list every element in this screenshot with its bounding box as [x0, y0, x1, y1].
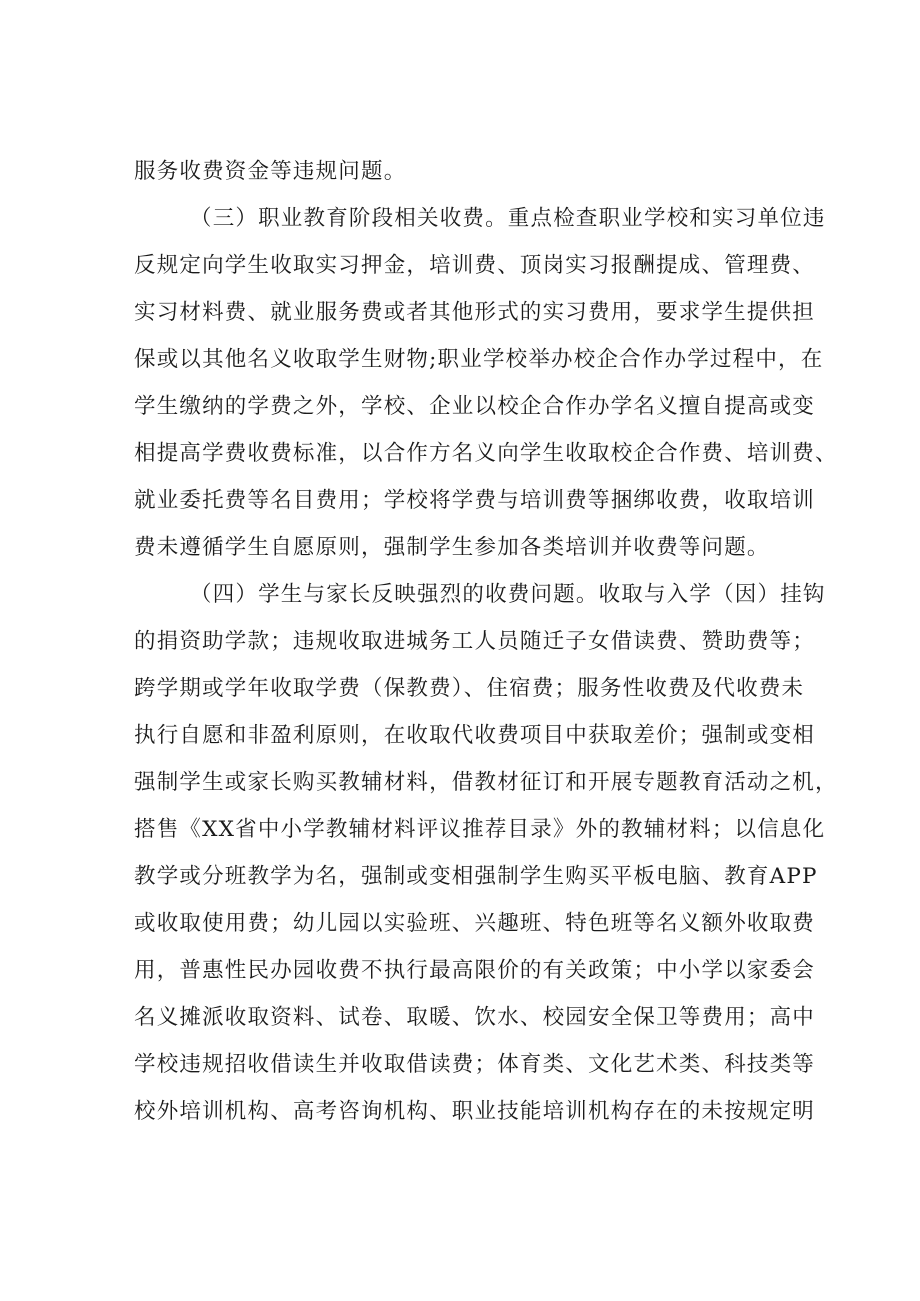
text-line: 或收取使用费；幼儿园以实验班、兴趣班、特色班等名义额外收取费 — [134, 911, 816, 936]
text-line: 反规定向学生收取实习押金，培训费、顶岗实习报酬提成、管理费、 — [134, 253, 816, 278]
text-line: 执行自愿和非盈利原则，在收取代收费项目中获取差价；强制或变相 — [134, 723, 816, 748]
text-line: 教学或分班教学为名，强制或变相强制学生购买平板电脑、教育APP — [134, 864, 818, 889]
text-line: 用，普惠性民办园收费不执行最高限价的有关政策；中小学以家委会 — [134, 958, 816, 983]
text-line: 就业委托费等名目费用；学校将学费与培训费等捆绑收费，收取培训 — [134, 488, 816, 513]
text-line: 搭售《XX省中小学教辅材料评议推荐目录》外的教辅材料；以信息化 — [134, 817, 826, 842]
text-line: 的捐资助学款；违规收取进城务工人员随迁子女借读费、赞助费等； — [134, 629, 816, 654]
text-line: 跨学期或学年收取学费（保教费）、住宿费；服务性收费及代收费未 — [134, 676, 805, 701]
text-line: 校外培训机构、高考咨询机构、职业技能培训机构存在的未按规定明 — [134, 1099, 816, 1124]
section-heading-4-line: （四）学生与家长反映强烈的收费问题。收取与入学（因）挂钩 — [190, 582, 826, 607]
text-line: 相提高学费收费标准，以合作方名义向学生收取校企合作费、培训费、 — [134, 441, 838, 466]
text-line: 学生缴纳的学费之外，学校、企业以校企合作办学名义擅自提高或变 — [134, 394, 816, 419]
text-line: 费未遵循学生自愿原则，强制学生参加各类培训并收费等问题。 — [134, 535, 770, 560]
text-line: 强制学生或家长购买教辅材料，借教材征订和开展专题教育活动之机， — [134, 770, 838, 795]
text-line: 实习材料费、就业服务费或者其他形式的实习费用，要求学生提供担 — [134, 300, 816, 325]
section-heading-3-line: （三）职业教育阶段相关收费。重点检查职业学校和实习单位违 — [190, 206, 826, 231]
text-line: 学校违规招收借读生并收取借读费；体育类、文化艺术类、科技类等 — [134, 1052, 816, 1077]
text-line: 服务收费资金等违规问题。 — [134, 159, 407, 184]
text-line: 保或以其他名义收取学生财物;职业学校举办校企合作办学过程中，在 — [134, 347, 824, 372]
text-line: 名义摊派收取资料、试卷、取暖、饮水、校园安全保卫等费用；高中 — [134, 1005, 816, 1030]
